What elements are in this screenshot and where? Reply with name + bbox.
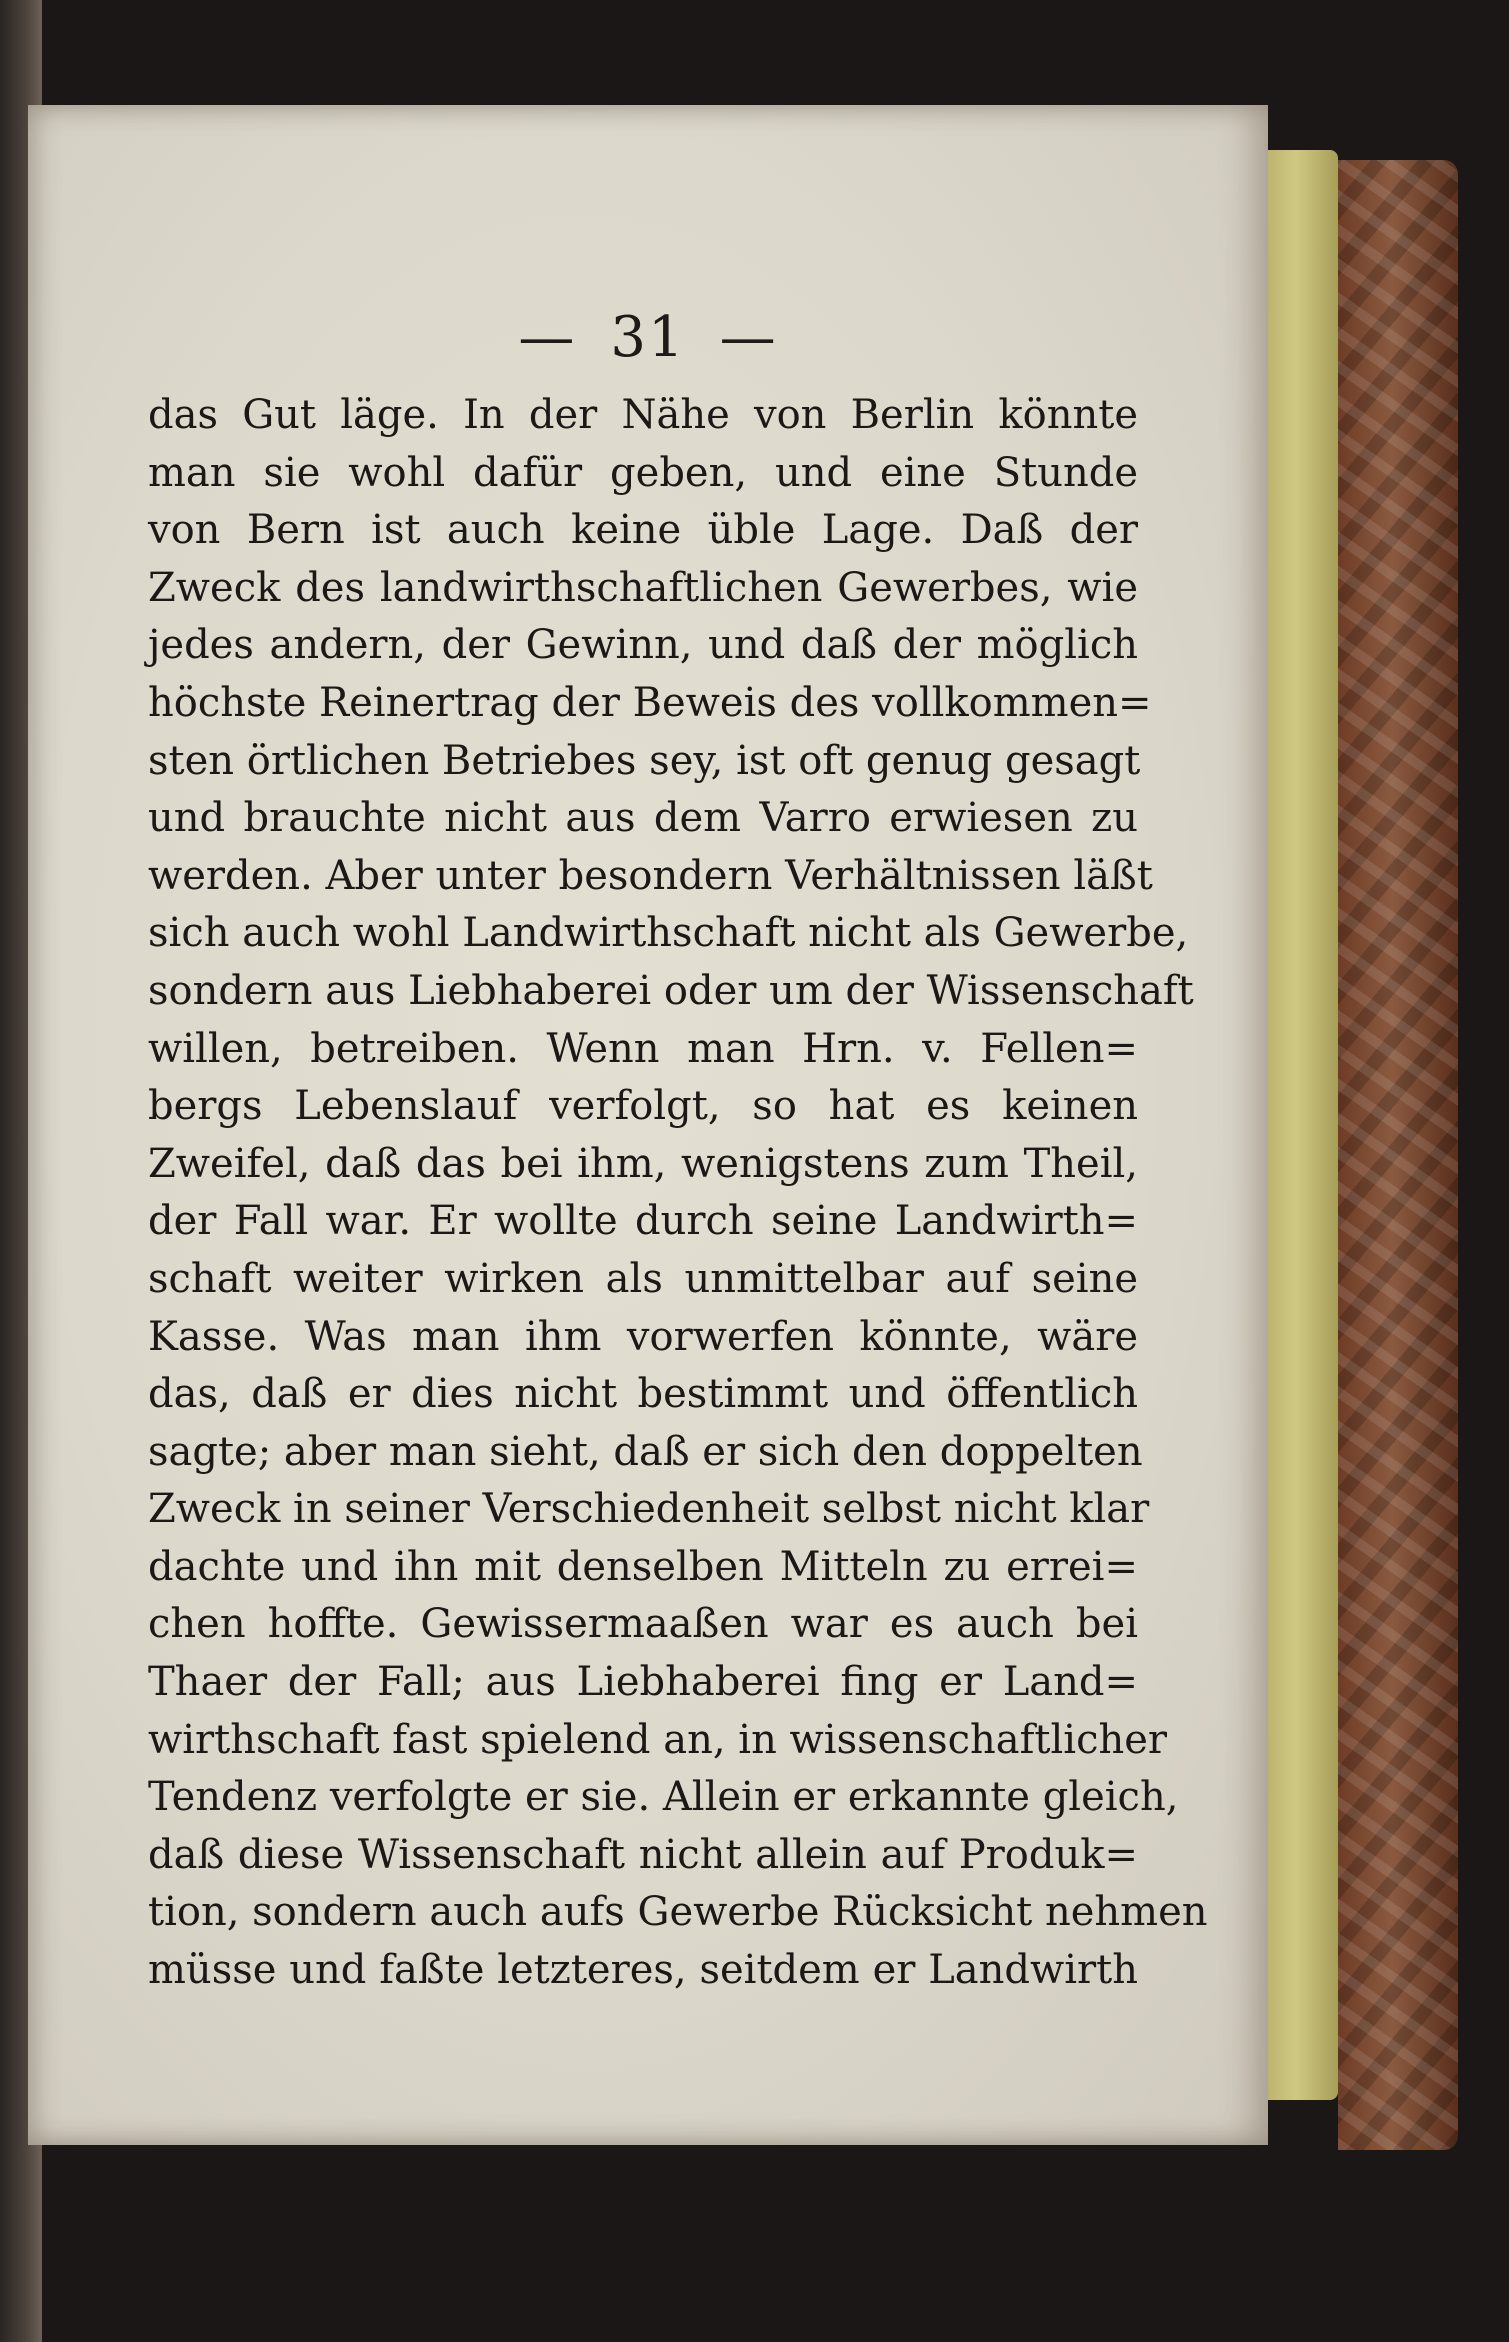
text-line: sagte; aber man sieht, daß er sich den doppelten <box>148 1428 1143 1475</box>
text-line: Zweck in seiner Verschiedenheit selbst nicht klar <box>148 1486 1150 1533</box>
text-line: tion, sondern auch aufs Gewerbe Rücksicht nehmen <box>148 1889 1208 1936</box>
text-line: Tendenz verfolgte er sie. Allein er erkannte gleich, <box>148 1774 1179 1821</box>
text-line: sondern aus Liebhaberei oder um der Wissenschaft <box>148 967 1194 1014</box>
text-line: Thaer der Fall; aus Liebhaberei fing er Land= <box>148 1659 1138 1706</box>
text-line: und brauchte nicht aus dem Varro erwiesen zu <box>148 795 1138 842</box>
text-line: Zweck des landwirthschaftlichen Gewerbes, wie <box>148 564 1138 611</box>
body-text <box>148 387 1208 2000</box>
text-line: willen, betreiben. Wenn man Hrn. v. Fellen= <box>148 1025 1138 1072</box>
text-line: müsse und faßte letzteres, seitdem er Landwirth <box>148 1947 1138 1994</box>
text-line: höchste Reinertrag der Beweis des vollkommen= <box>148 679 1152 726</box>
text-line: sten örtlichen Betriebes sey, ist oft genug gesagt <box>148 737 1141 784</box>
text-line: der Fall war. Er wollte durch seine Landwirth= <box>148 1198 1138 1245</box>
text-line: Kasse. Was man ihm vorwerfen könnte, wäre <box>148 1313 1138 1360</box>
text-line: werden. Aber unter besondern Verhältnissen läßt <box>148 852 1153 899</box>
page-edges <box>1268 150 1338 2100</box>
page-number: 31 <box>610 305 686 370</box>
text-line: chen hoffte. Gewissermaaßen war es auch bei <box>148 1601 1138 1648</box>
text-line: jedes andern, der Gewinn, und daß der möglich <box>148 622 1138 669</box>
text-line: dachte und ihn mit denselben Mitteln zu errei= <box>148 1543 1138 1590</box>
header-dash-left: — <box>518 305 577 370</box>
text-line: schaft weiter wirken als unmittelbar auf seine <box>148 1255 1138 1302</box>
text-line: Zweifel, daß das bei ihm, wenigstens zum Theil, <box>148 1140 1138 1187</box>
text-line: bergs Lebenslauf verfolgt, so hat es keinen <box>148 1083 1138 1130</box>
page-header <box>28 305 1268 370</box>
text-line: das, daß er dies nicht bestimmt und öffentlich <box>148 1371 1138 1418</box>
book-page <box>28 105 1268 2145</box>
text-line: wirthschaft fast spielend an, in wissenschaftlicher <box>148 1716 1168 1763</box>
text-line: man sie wohl dafür geben, und eine Stunde <box>148 449 1138 496</box>
header-dash-right: — <box>719 305 778 370</box>
text-line: sich auch wohl Landwirthschaft nicht als Gewerbe, <box>148 910 1189 957</box>
text-line: von Bern ist auch keine üble Lage. Daß der <box>148 507 1138 554</box>
book-cover-marbled <box>1338 160 1458 2150</box>
text-line: das Gut läge. In der Nähe von Berlin könnte <box>148 392 1138 438</box>
text-line: daß diese Wissenschaft nicht allein auf Produk= <box>148 1831 1138 1878</box>
